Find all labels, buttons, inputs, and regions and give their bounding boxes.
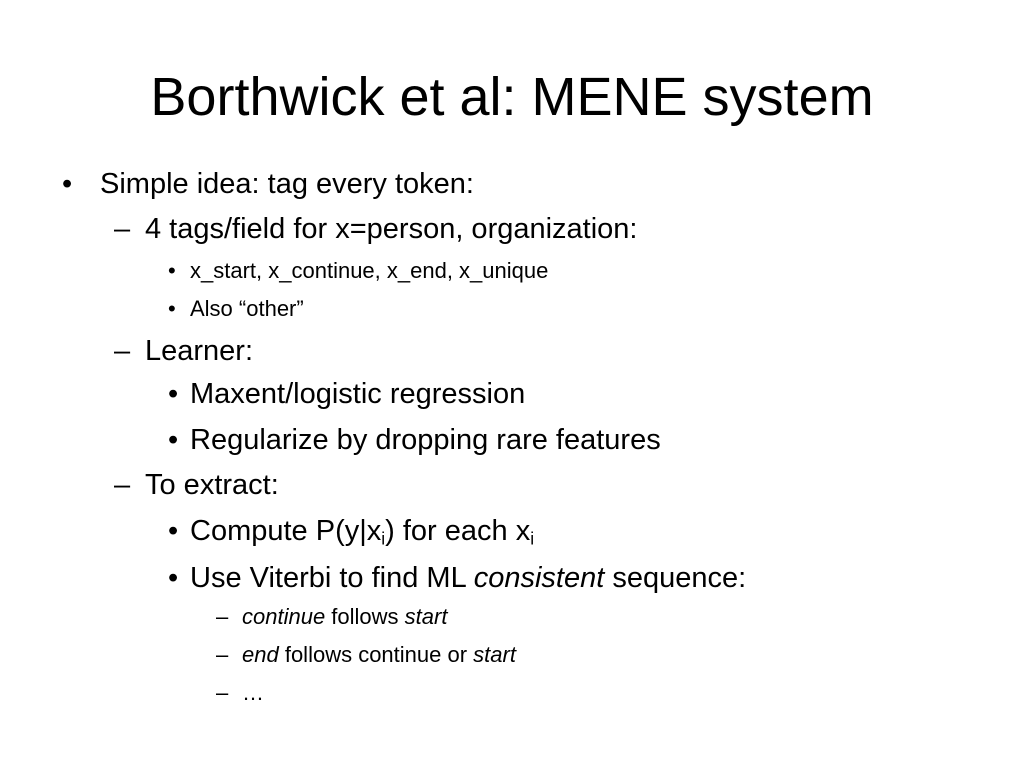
level4-middle: follows bbox=[325, 604, 405, 629]
subbullet-text: 4 tags/field for x=person, organization: bbox=[145, 213, 638, 245]
bullet-marker: • bbox=[168, 424, 179, 456]
subbullet-text: To extract: bbox=[145, 469, 279, 501]
emph-end: end bbox=[242, 642, 279, 667]
level4-text bbox=[242, 644, 516, 666]
emph-start: start bbox=[404, 604, 448, 629]
subsubbullet-text: Also “other” bbox=[190, 296, 304, 321]
slide-title: Borthwick et al: MENE system bbox=[150, 67, 874, 127]
dash-marker: – bbox=[216, 642, 229, 667]
dash-marker: – bbox=[114, 213, 131, 245]
emph-continue: continue bbox=[242, 604, 326, 629]
bullet-marker: • bbox=[62, 168, 73, 200]
subsubbullet-text: Maxent/logistic regression bbox=[190, 378, 526, 410]
dash-marker: – bbox=[114, 335, 131, 367]
dash-marker: – bbox=[114, 469, 131, 501]
subbullet-text: Learner: bbox=[145, 335, 254, 367]
level4-text bbox=[242, 606, 447, 628]
subscript-i: i bbox=[381, 528, 386, 549]
bullet-marker: • bbox=[168, 296, 176, 321]
subsubbullet-text bbox=[190, 515, 535, 549]
subsubbullet-text: x_start, x_continue, x_end, x_unique bbox=[190, 258, 549, 283]
viterbi-prefix: Use Viterbi to find ML bbox=[190, 562, 474, 594]
subscript-i: i bbox=[530, 528, 535, 549]
level4-middle: follows continue or bbox=[278, 642, 474, 667]
bullet-marker: • bbox=[168, 515, 179, 547]
bullet-marker: • bbox=[168, 562, 179, 594]
subsubbullet-text: Regularize by dropping rare features bbox=[190, 424, 661, 456]
subsubbullet-text bbox=[190, 564, 746, 593]
viterbi-emphasis: consistent bbox=[473, 562, 605, 594]
bullet-marker: • bbox=[168, 378, 179, 410]
bullet-marker: • bbox=[168, 258, 176, 283]
viterbi-suffix: sequence: bbox=[604, 562, 747, 594]
dash-marker: – bbox=[216, 604, 229, 629]
bullet-text: Simple idea: tag every token: bbox=[100, 168, 474, 200]
level4-text: … bbox=[242, 680, 264, 705]
compute-middle: ) for each x bbox=[385, 515, 531, 547]
compute-prefix: Compute P(y|x bbox=[190, 515, 382, 547]
emph-start: start bbox=[473, 642, 516, 667]
dash-marker: – bbox=[216, 680, 229, 705]
